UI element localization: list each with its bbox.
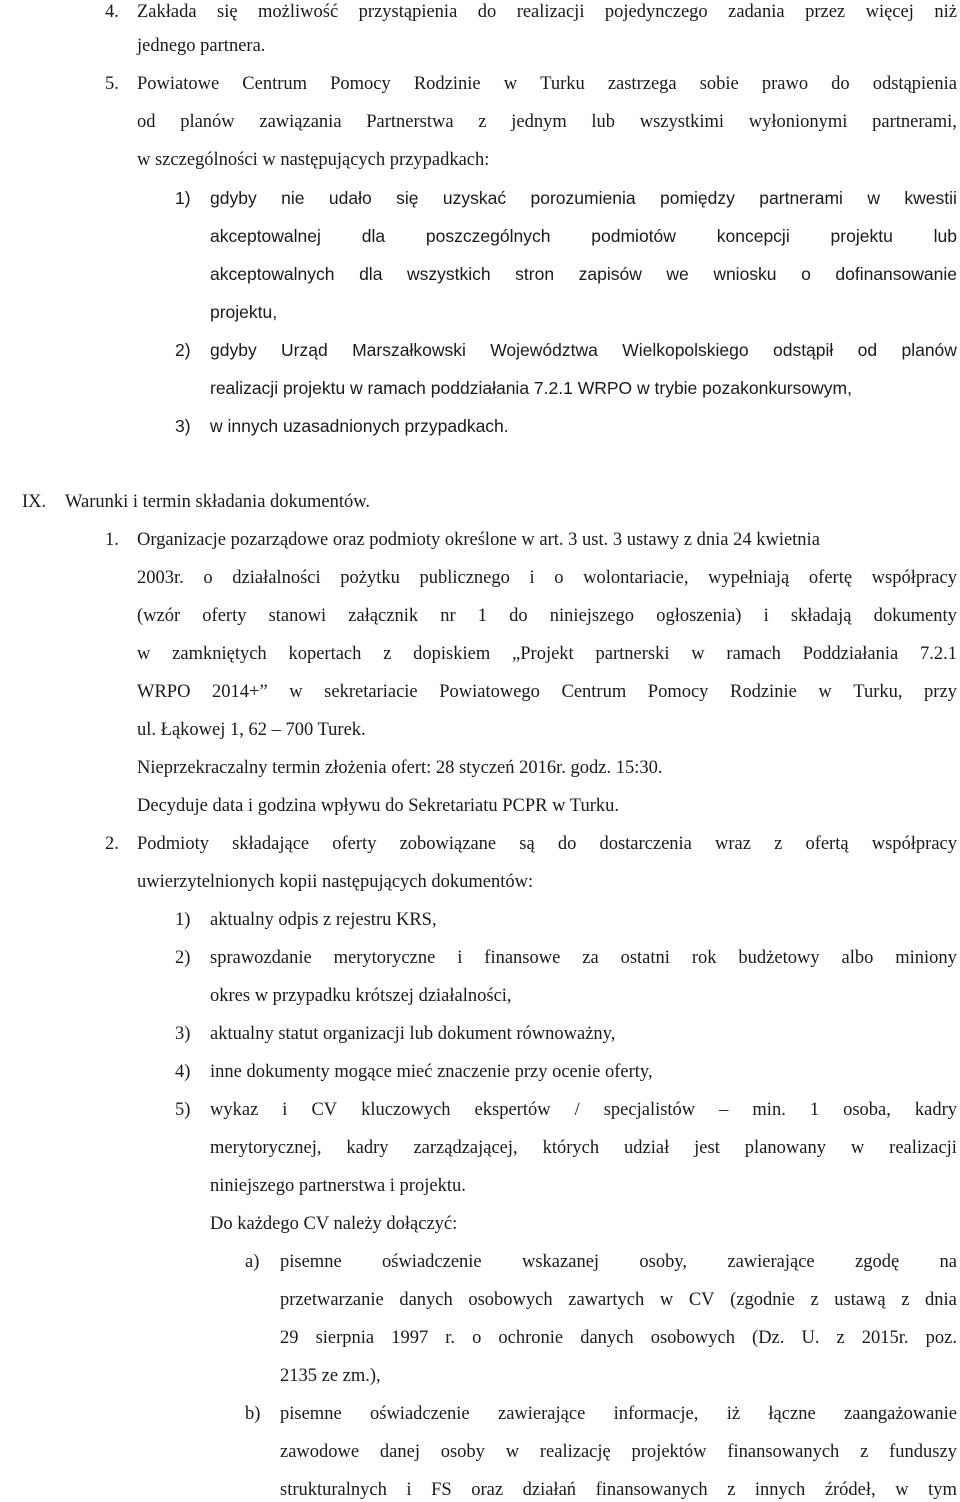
paragraph-line: 29 sierpnia 1997 r. o ochronie danych osobowych (Dz. U. z 2015r. poz. (280, 1328, 957, 1348)
paragraph-line: (wzór oferty stanowi załącznik nr 1 do niniejszego ogłoszenia) i składają dokumenty (137, 606, 957, 626)
letter-list-marker: b) (245, 1404, 261, 1424)
paragraph-line: akceptowalnych dla wszystkich stron zapisów we wniosku o dofinansowanie (210, 264, 957, 284)
paragraph-line: Do każdego CV należy dołączyć: (210, 1214, 458, 1234)
paragraph-line: od planów zawiązania Partnerstwa z jednym lub wszystkimi wyłonionymi partnerami, (137, 112, 957, 132)
list-number: 4. (105, 2, 119, 22)
paragraph-line: gdyby nie udało się uzyskać porozumienia pomiędzy partnerami w kwestii (210, 188, 957, 208)
sub-list-number: 3) (175, 1024, 191, 1044)
paragraph-line: uwierzytelnionych kopii następujących dokumentów: (137, 872, 534, 892)
sub-list-number: 3) (175, 416, 191, 436)
section-heading: Warunki i termin składania dokumentów. (65, 492, 371, 512)
deadline-line: Nieprzekraczalny termin złożenia ofert: 28 styczeń 2016r. godz. 15:30. (137, 758, 663, 778)
paragraph-line: w szczególności w następujących przypadkach: (137, 150, 490, 170)
paragraph-line: realizacji projektu w ramach poddziałania 7.2.1 WRPO w trybie pozakonkursowym, (210, 378, 852, 398)
paragraph-line: wykaz i CV kluczowych ekspertów / specjalistów – min. 1 osoba, kadry (210, 1100, 957, 1120)
paragraph-line: aktualny statut organizacji lub dokument równoważny, (210, 1024, 616, 1044)
sub-list-number: 4) (175, 1062, 191, 1082)
section-numeral: IX. (22, 492, 47, 512)
paragraph-line: inne dokumenty mogące mieć znaczenie przy ocenie oferty, (210, 1062, 653, 1082)
sub-list-number: 5) (175, 1100, 191, 1120)
paragraph-line: pisemne oświadczenie zawierające informacje, iż łączne zaangażowanie (280, 1404, 957, 1424)
sub-list-number: 1) (175, 188, 191, 208)
paragraph-line: sprawozdanie merytoryczne i finansowe za ostatni rok budżetowy albo miniony (210, 948, 957, 968)
paragraph-line: merytorycznej, kadry zarządzającej, których udział jest planowany w realizacji (210, 1138, 957, 1158)
list-number: 2. (105, 834, 119, 854)
paragraph-line: projektu, (210, 302, 278, 322)
sub-list-number: 2) (175, 340, 191, 360)
sub-list-number: 1) (175, 910, 191, 930)
paragraph-line: Decyduje data i godzina wpływu do Sekretariatu PCPR w Turku. (137, 796, 619, 816)
paragraph-line: aktualny odpis z rejestru KRS, (210, 910, 437, 930)
paragraph-line: okres w przypadku krótszej działalności, (210, 986, 512, 1006)
paragraph-line: strukturalnych i FS oraz działań finansowanych z innych źródeł, w tym (280, 1480, 957, 1500)
paragraph-line: jednego partnera. (137, 36, 266, 56)
paragraph-line: Powiatowe Centrum Pomocy Rodzinie w Turku zastrzega sobie prawo do odstąpienia (137, 74, 957, 94)
paragraph-line: przetwarzanie danych osobowych zawartych w CV (zgodnie z ustawą z dnia (280, 1290, 957, 1310)
paragraph-line: 2003r. o działalności pożytku publicznego i o wolontariacie, wypełniają ofertę współpracy (137, 568, 957, 588)
list-number: 5. (105, 74, 119, 94)
paragraph-line: Organizacje pozarządowe oraz podmioty określone w art. 3 ust. 3 ustawy z dnia 24 kwietnia (137, 530, 820, 550)
sub-list-number: 2) (175, 948, 191, 968)
list-number: 1. (105, 530, 119, 550)
paragraph-line: akceptowalnej dla poszczególnych podmiotów koncepcji projektu lub (210, 226, 957, 246)
paragraph-line: gdyby Urząd Marszałkowski Województwa Wielkopolskiego odstąpił od planów (210, 340, 957, 360)
letter-list-marker: a) (245, 1252, 260, 1272)
paragraph-line: Podmioty składające oferty zobowiązane są do dostarczenia wraz z ofertą współpracy (137, 834, 957, 854)
paragraph-line: w innych uzasadnionych przypadkach. (210, 416, 509, 436)
paragraph-line: Zakłada się możliwość przystąpienia do realizacji pojedynczego zadania przez więcej niż (137, 2, 957, 22)
paragraph-line: 2135 ze zm.), (280, 1366, 381, 1386)
paragraph-line: WRPO 2014+” w sekretariacie Powiatowego Centrum Pomocy Rodzinie w Turku, przy (137, 682, 957, 702)
paragraph-line: pisemne oświadczenie wskazanej osoby, zawierające zgodę na (280, 1252, 957, 1272)
paragraph-line: zawodowe danej osoby w realizację projektów finansowanych z funduszy (280, 1442, 957, 1462)
paragraph-line: ul. Łąkowej 1, 62 – 700 Turek. (137, 720, 366, 740)
paragraph-line: w zamkniętych kopertach z dopiskiem „Projekt partnerski w ramach Poddziałania 7.2.1 (137, 644, 957, 664)
paragraph-line: niniejszego partnerstwa i projektu. (210, 1176, 466, 1196)
